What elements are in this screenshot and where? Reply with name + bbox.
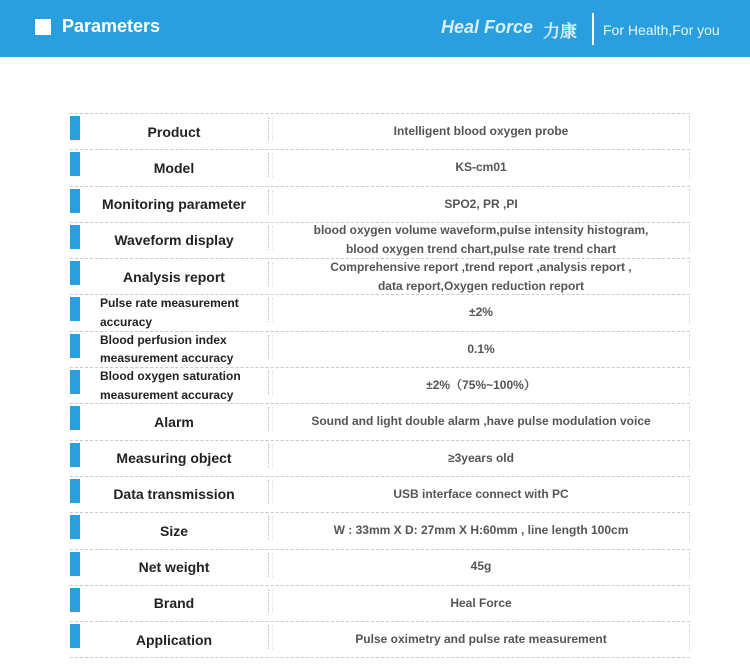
column-separator [268,480,269,504]
row-accent-bar [70,406,80,430]
column-separator [268,190,269,214]
row-value: Sound and light double alarm ,have pulse modulation voice [311,414,651,429]
row-label: Pulse rate measurement accuracy [100,296,239,329]
row-label: Brand [153,595,195,612]
table-row [70,186,690,222]
table-row [70,331,690,367]
column-separator [272,262,273,286]
row-accent-bar [70,588,80,612]
row-value: blood oxygen volume waveform,pulse intensity histogram, blood oxygen trend chart,pulse rate trend chart [313,223,649,257]
row-accent-bar [70,624,80,648]
row-value: Intelligent blood oxygen probe [393,123,569,138]
row-accent-bar [70,479,80,503]
row-label: Application [135,631,213,648]
row-value: 0.1% [467,341,495,356]
row-value: Heal Force [450,595,512,610]
row-value: ±2%（75%~100%） [426,377,536,392]
row-label: Blood perfusion index measurement accuracy [100,332,234,366]
row-end-border [689,515,690,541]
table-row [70,476,690,512]
column-separator [272,407,273,431]
row-end-border [689,297,690,323]
row-end-border [689,261,690,287]
row-value: W : 33mm X D: 27mm X H:60mm , line length 100cm [333,523,629,538]
brand-logo-cn: 力康 [543,22,577,41]
row-accent-bar [70,515,80,539]
row-end-border [689,334,690,360]
column-separator [272,553,273,577]
column-separator [272,444,273,468]
row-label: Measuring object [116,450,232,467]
column-separator [272,625,273,649]
column-separator [272,226,273,250]
table-row [70,149,690,185]
row-label: Blood oxygen saturation measurement accuracy [100,368,241,402]
table-row [70,367,690,403]
row-label: Net weight [138,559,210,576]
row-label: Monitoring parameter [102,196,246,213]
row-accent-bar [70,297,80,321]
row-value: KS-cm01 [455,160,507,175]
row-accent-bar [70,116,80,140]
row-end-border [689,370,690,396]
row-end-border [689,443,690,469]
column-separator [272,335,273,359]
column-separator [268,226,269,250]
row-label: Data transmission [113,486,235,503]
row-accent-bar [70,370,80,394]
row-end-border [689,479,690,505]
row-value: Pulse oximetry and pulse rate measurement [355,632,607,647]
section-title: Parameters [62,16,161,36]
row-label: Waveform display [114,232,234,249]
row-value: SPO2, PR ,PI [444,196,518,211]
row-label: Analysis report [123,268,225,285]
table-row [70,222,690,258]
table-row [70,113,690,149]
table-row [70,549,690,585]
row-end-border [689,552,690,578]
table-row [70,403,690,439]
column-separator [272,589,273,613]
table-row [70,621,690,658]
table-row [70,512,690,548]
column-separator [268,625,269,649]
row-end-border [689,624,690,650]
spec-table [70,113,690,658]
column-separator [272,298,273,322]
row-accent-bar [70,225,80,249]
table-row [70,294,690,330]
column-separator [268,444,269,468]
column-separator [272,153,273,177]
column-separator [272,371,273,395]
brand-slogan: For Health,For you [603,22,720,38]
row-value: ≥3years old [448,450,514,465]
row-end-border [689,189,690,215]
square-icon [35,19,51,35]
row-accent-bar [70,552,80,576]
column-separator [268,407,269,431]
column-separator [272,480,273,504]
row-accent-bar [70,152,80,176]
header-banner [0,0,750,57]
row-end-border [689,406,690,432]
column-separator [268,153,269,177]
row-accent-bar [70,261,80,285]
row-label: Alarm [154,413,194,430]
table-row [70,258,690,294]
row-accent-bar [70,443,80,467]
row-end-border [689,225,690,251]
row-end-border [689,152,690,178]
column-separator [268,553,269,577]
column-separator [272,117,273,141]
header-divider [592,13,594,45]
brand-logo-text: Heal Force [441,17,534,37]
column-separator [272,516,273,540]
row-value: Comprehensive report ,trend report ,analysis report , data report,Oxygen reduction report [330,259,632,293]
column-separator [268,262,269,286]
row-label: Size [159,522,188,539]
row-end-border [689,116,690,142]
column-separator [268,117,269,141]
row-value: ±2% [469,305,493,320]
row-end-border [689,588,690,614]
row-label: Product [147,123,201,140]
row-value: 45g [470,559,492,574]
table-row [70,585,690,621]
row-value: USB interface connect with PC [393,486,569,501]
column-separator [268,589,269,613]
row-label: Model [153,159,195,176]
row-accent-bar [70,334,80,358]
row-accent-bar [70,189,80,213]
column-separator [268,516,269,540]
column-separator [272,190,273,214]
table-row [70,440,690,476]
